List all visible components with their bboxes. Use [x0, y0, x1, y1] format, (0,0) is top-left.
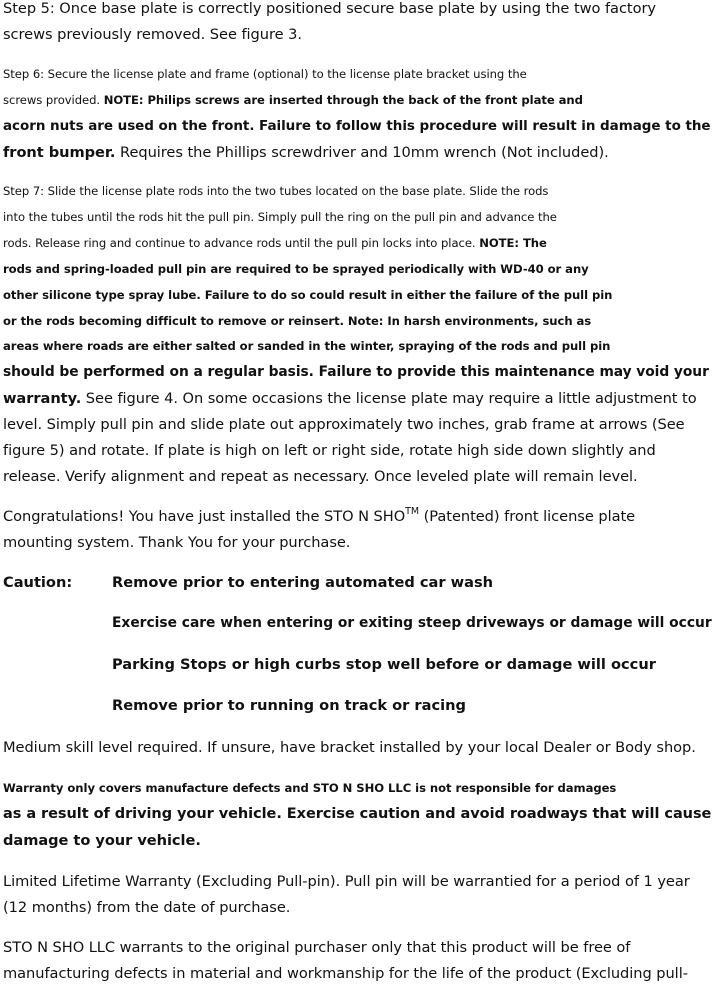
skill-paragraph	[3, 735, 696, 761]
note-text: front bumper.	[3, 143, 116, 161]
note-text: acorn nuts are used on the front. Failure to follow this procedure will result in damage to the	[3, 117, 711, 134]
note-text: areas where roads are either salted or sanded in the winter, spraying of the rods and pull pin	[3, 339, 611, 354]
trademark-mark: TM	[405, 506, 420, 518]
note-text: should be performed on a regular basis. Failure to provide this maintenance may void your	[3, 364, 709, 381]
text-line: Warranty only covers manufacture defects and STO N SHO LLC is not responsible for damages	[3, 781, 617, 795]
text-run: rods. Release ring and continue to advance rods until the pull pin locks into place.	[3, 235, 480, 250]
caution-label: Caution:	[3, 574, 73, 591]
text-run: See figure 4. On some occasions the license plate may require a little adjustment to	[81, 390, 697, 408]
text-line: mounting system. Thank You for your purchase.	[3, 533, 351, 551]
note-text: or the rods becoming difficult to remove or reinsert. Note: In harsh environments, such as	[3, 313, 592, 328]
step6-paragraph	[3, 62, 711, 166]
text-line	[3, 386, 709, 412]
step7-paragraph	[3, 179, 709, 490]
text-line: into the tubes until the rods hit the pull pin. Simply pull the ring on the pull pin and advance the	[3, 209, 557, 224]
text-line: level. Simply pull pin and slide plate out approximately two inches, grab frame at arrows (See	[3, 416, 685, 434]
text-line	[3, 504, 635, 530]
text-line: damage to your vehicle.	[3, 831, 201, 849]
text-line: as a result of driving your vehicle. Exercise caution and avoid roadways that will cause	[3, 805, 712, 822]
text-run: Requires the Phillips screwdriver and 10mm wrench (Not included).	[115, 143, 609, 161]
text-line	[3, 140, 711, 166]
text-line: screws previously removed. See figure 3.	[3, 25, 302, 43]
caution-item: Remove prior to entering automated car wash	[112, 574, 494, 591]
text-line: (12 months) from the date of purchase.	[3, 898, 291, 916]
caution-item: Exercise care when entering or exiting steep driveways or damage will occur	[112, 615, 712, 631]
warranty-disclaimer-paragraph	[3, 776, 711, 854]
note-text: rods and spring-loaded pull pin are required to be sprayed periodically with WD-40 or any	[3, 261, 589, 276]
text-line	[3, 88, 711, 114]
text-line: Step 5: Once base plate is correctly positioned secure base plate by using the two factory	[3, 0, 657, 17]
text-line: figure 5) and rotate. If plate is high on left or right side, rotate high side down slightly and	[3, 442, 656, 460]
caution-item: Parking Stops or high curbs stop well before or damage will occur	[112, 656, 656, 673]
caution-item: Remove prior to running on track or racing	[112, 697, 466, 714]
note-text: warranty.	[3, 390, 82, 408]
text-line: Step 7: Slide the license plate rods into the two tubes located on the base plate. Slide the rods	[3, 184, 549, 198]
text-run: Congratulations! You have just installed the STO N SHO	[3, 508, 406, 525]
text-line	[3, 231, 709, 257]
text-line: Step 6: Secure the license plate and frame (optional) to the license plate bracket using the	[3, 67, 527, 81]
note-text: NOTE: The	[479, 235, 547, 250]
text-line: release. Verify alignment and repeat as necessary. Once leveled plate will remain level.	[3, 467, 638, 485]
note-text: NOTE: Philips screws are inserted through the back of the front plate and	[103, 92, 583, 107]
congratulations-paragraph	[3, 504, 635, 556]
sto-warranty-paragraph	[3, 935, 688, 987]
text-run: (Patented) front license plate	[419, 508, 636, 525]
note-text: other silicone type spray lube. Failure to do so could result in either the failure of the pull pin	[3, 287, 613, 302]
text-line: manufacturing defects in material and workmanship for the life of the product (Excluding pull-	[3, 964, 688, 982]
limited-warranty-paragraph	[3, 869, 690, 921]
text-run: screws provided.	[3, 92, 104, 107]
text-line: Limited Lifetime Warranty (Excluding Pull-pin). Pull pin will be warrantied for a period of 1 year	[3, 873, 690, 890]
text-line: STO N SHO LLC warrants to the original purchaser only that this product will be free of	[3, 939, 631, 956]
text-line: Medium skill level required. If unsure, have bracket installed by your local Dealer or Body shop.	[3, 739, 696, 756]
step5-paragraph	[3, 0, 656, 48]
